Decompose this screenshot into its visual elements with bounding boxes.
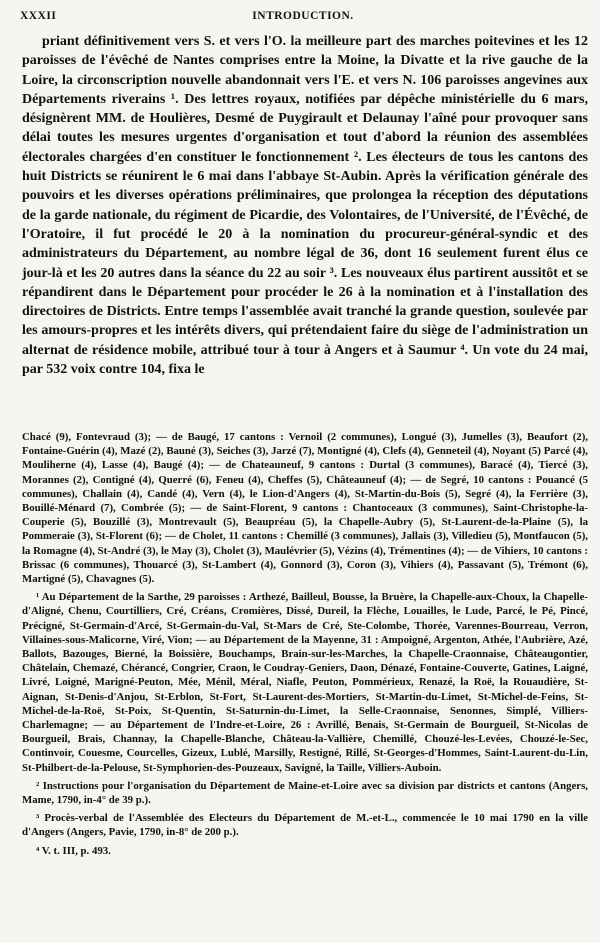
- footnote-continuation: Chacé (9), Fontevraud (3); — de Baugé, 17 cantons : Vernoil (2 communes), Longué (3), Jumelles (3), Beaufort (2), Fontaine-Guérin (4), Mazé (2), Bauné (3), Seiches (3), Jarzé (7), Montigné (4), Clefs (4), Genneteil (4), Noyant (5) Parcé (4), Mouliherne (4), Lasse (4), Baugé (4); — de Chateauneuf, 9 cantons : Durtal (3 communes), Baracé (4), Tiercé (3), Morannes (2), Contigné (4), Querré (6), Feneu (4), Cheffes (5), Châteauneuf (4); — de Segré, 10 cantons : Pouancé (5 communes), Challain (4), Candé (4), Vern (4), le Lion-d'Angers (4), St-Martin-du-Bois (5), Segré (4), la Ferrière (3), Bouillé-Ménard (7), Combrée (5); — de Saint-Florent, 9 cantons : Chantoceaux (3 communes), Saint-Christophe-la-Couperie (5), Bouzillé (3), Montrevault (5), Beaupréau (5), la Chapelle-Aubry (5), St-Laurent-de-la-Plaine (5), la Pommeraie (3), St-Florent (6); — de Cholet, 11 cantons : Chemillé (3 communes), Jallais (3), Villedieu (5), Montfaucon (5), la Romagne (4), St-André (3), le May (3), Cholet (3), Maulévrier (5), Vézins (4), Trémentines (4); — de Vihiers, 10 cantons : Brissac (6 communes), Thouarcé (3), St-Lambert (4), Gonnord (3), Coron (3), Vihiers (4), Passavant (5), Trémont (6), Martigné (5), Chavagnes (5).: [22, 431, 588, 586]
- footnote-3: ³ Procès-verbal de l'Assemblée des Electeurs du Département de M.-et-L., commencée le 10 mai 1790 en la ville d'Angers (Angers, Pavie, 1790, in-8° de 200 p.).: [22, 812, 588, 839]
- footnote-1: ¹ Au Département de la Sarthe, 29 paroisses : Arthezé, Bailleul, Bousse, la Bruère, la Chapelle-aux-Choux, la Chapelle-d'Aligné, Chenu, Courtilliers, Cré, Créans, Cromières, Dissé, Dureil, la Flèche, Louailles, le Lude, Parcé, le Pé, Pincé, Précigné, St-Germain-d'Arcé, St-Germain-du-Val, St-Mars de Cré, Ste-Colombe, Thorée, Varennes-Bourreau, Verron, Villaines-sous-Malicorne, Viré, Vion; — au Département de la Mayenne, 31 : Ampoigné, Argenton, Athée, l'Aubrière, Azé, Ballots, Bazouges, Bierné, la Boissière, Bouchamps, Brain-sur-les-Marches, la Chapelle-Craonnaise, Châteaugontier, Châtelain, Chemazé, Chérancé, Congrier, Craon, le Coudray-Geniers, Daon, Dénazé, Fontaine-Couverte, Gatines, Laigné, Livré, Loigné, Marigné-Peuton, Mée, Ménil, Méral, Niafle, Peuton, Pommérieux, Renazé, la Roë, la Rouaudière, St-Aignan, St-Denis-d'Anjou, St-Erblon, St-Fort, St-Laurent-des-Mortiers, St-Martin-du-Limet, St-Michel-de-Feins, St-Michel-de-la-Roë, St-Poix, St-Quentin, St-Saturnin-du-Limet, la Selle-Craonnaise, Senonnes, Simplé, Villiers-Charlemagne; — au Département de l'Indre-et-Loire, 26 : Avrillé, Benais, St-Germain de Bourgueil, St-Nicolas de Bourgueil, Brais, Channay, la Chapelle-Blanche, Château-la-Vallière, Chemillé, Chouzé-les-Levées, Chouzé-le-Sec, Continvoir, Couesme, Courcelles, Gizeux, Lublé, Marsilly, Restigné, Rillé, St-Georges-d'Hommes, Saint-Laurent-du-Lin, St-Philbert-de-la-Pelouse, St-Symphorien-des-Pouzeaux, Savigné, la Taille, Villiers-Auboin.: [22, 591, 588, 774]
- footnote-2: ² Instructions pour l'organisation du Département de Maine-et-Loire avec sa division par districts et cantons (Angers, Mame, 1790, in-4° de 39 p.).: [22, 779, 588, 807]
- running-title: INTRODUCTION.: [252, 10, 354, 22]
- running-header: [20, 6, 586, 26]
- footnotes: [22, 430, 588, 862]
- page-number: XXXII: [20, 10, 57, 22]
- main-text: priant définitivement vers S. et vers l'O. la meilleure part des marches poitevines et les 12 paroisses de l'évêché de Nantes comprises entre la Moine, la Divatte et la rive gauche de la Loire, la circonscription nouvelle abandonnait vers l'E. et vers N. 106 paroisses angevines aux Départements riverains ¹. Des lettres royaux, notifiées par dépêche ministérielle du 6 mars, désignèrent MM. de Houlières, Desmé de Puygirault et Delaunay l'aîné pour provoquer sans délai toutes les mesures urgentes d'organisation et tout d'abord la réunion des assemblées électorales chargées d'en constituer le fonctionnement ². Les électeurs de tous les cantons des huit Districts se réunirent le 6 mai dans l'abbaye St-Aubin. Après la vérification générale des pouvoirs et les diverses opérations préliminaires, que prolongea la réception des députations de la garde nationale, du régiment de Picardie, des Volontaires, de l'Université, de l'Évêché, de l'Oratoire, il fut procédé le 20 à la nomination du procureur-général-syndic et des administrateurs du Département, au nombre légal de 36, dont 16 seulement furent élus ce jour-là et les 20 autres dans la séance du 22 au soir ³. Les nouveaux élus partirent aussitôt et se répandirent dans le Département pour procéder le 26 à la nomination et à l'installation des directoires de Districts. Entre temps l'assemblée avait tranché la grande question, soulevée par les amours-propres et les intérêts divers, qui prétendaient faire du siège de l'administration un alternat de résidence mobile, attribué tour à tour à Angers et à Saumur ⁴. Un vote du 24 mai, par 532 voix contre 104, fixa le: [22, 34, 588, 378]
- footnote-4: ⁴ V. t. III, p. 493.: [36, 844, 111, 857]
